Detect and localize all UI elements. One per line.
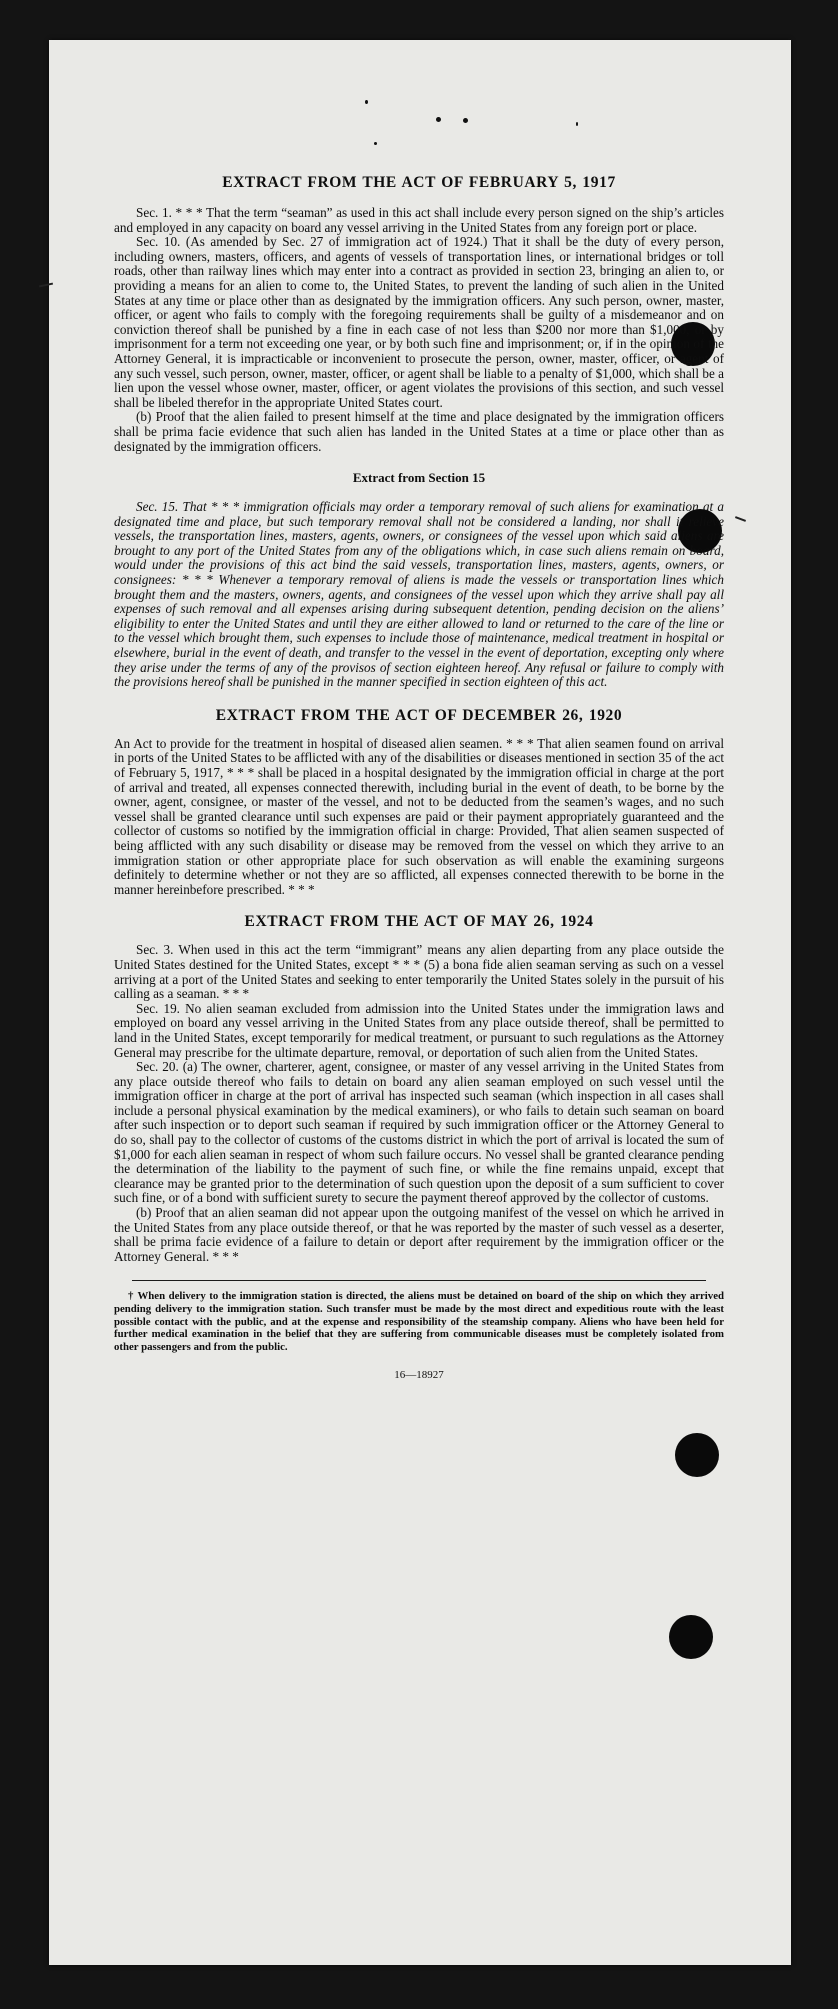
paragraph-act-1920: An Act to provide for the treatment in hospital of diseased alien seamen. * * * That alien seamen found on arrival in ports of the United States to be afflicted with any of the disabilities or diseases mentioned in section 35 of the act of February 5, 1917, * * * shall be placed in a hospital designated by the immigration official in charge at the port of arrival and treated, all expenses connected therewith, including burial in the event of death, to be borne by the owner, agent, consignee, or master of the vessel, and not to be deducted from the seamen’s wages, and no such vessel shall be granted clearance until such expenses are paid or their payment appropriately guaranteed and the collector of customs so notified by the immigration official in charge: Provided, That alien seamen suspected of being afflicted with any such disability or disease may be removed from the vessel on which they arrive to an immigration station or other appropriate place for such observation as will enable the examining surgeons definitely to determine whether or not they are so afflicted, all expenses connected therewith to be borne in the manner hereinbefore prescribed. * * * xyxy=(114,735,724,897)
ink-speck xyxy=(576,122,578,126)
heading-act-1917: EXTRACT FROM THE ACT OF FEBRUARY 5, 1917 xyxy=(222,174,616,191)
ink-speck xyxy=(436,117,441,122)
punch-hole xyxy=(675,1433,719,1477)
subheading-section-15: Extract from Section 15 xyxy=(352,470,486,486)
punch-hole xyxy=(669,1615,713,1659)
footnote-divider xyxy=(132,1280,706,1281)
paragraph-sec20b: (b) Proof that an alien seaman did not appear upon the outgoing manifest of the vessel on which he arrived in the United States from any place outside thereof, or that he was reported by the master of such vessel as a deserter, shall be prima facie evidence of a failure to detain or deport after requirement by the immigration officer or the Attorney General. * * * xyxy=(114,1205,724,1264)
form-number: 16—18927 xyxy=(394,1369,444,1382)
ink-speck xyxy=(463,118,468,123)
heading-act-1924: EXTRACT FROM THE ACT OF MAY 26, 1924 xyxy=(244,913,594,931)
paragraph-sec20a: Sec. 20. (a) The owner, charterer, agent, consignee, or master of any vessel arriving in the United States from any place outside thereof who fails to detain on board any alien seaman employed on such vessel until the immigration officer in charge at the port of arrival has inspected such seaman (which inspection in all cases shall include a personal physical examination by the medical examiners), or who fails to detain such seaman on board after such inspection or to deport such seaman if required by such immigration officer or the Attorney General to do so, shall pay to the collector of customs of the customs district in which the port of arrival is located the sum of $1,000 for each alien seaman in respect of whom such failure occurs. No vessel shall be granted clearance pending the determination of the liability to the payment of such fine, or while the fine remains unpaid, except that clearance may be granted prior to the determination of such question upon the deposit of a sum sufficient to cover such fine, or of a bond with sufficient surety to secure the payment thereof approved by the collector of customs. xyxy=(114,1059,724,1206)
paragraph-sec1: Sec. 1. * * * That the term “seaman” as used in this act shall include every person signed on the ship’s articles and employed in any capacity on board any vessel arriving in the United States from any foreign port or place. xyxy=(114,205,724,235)
ink-speck xyxy=(365,100,368,104)
document-body xyxy=(114,174,724,1381)
margin-mark xyxy=(39,283,53,288)
paragraph-sec3: Sec. 3. When used in this act the term “immigrant” means any alien departing from any place outside the United States destined for the United States, except * * * (5) a bona fide alien seaman serving as such on a vessel arriving at a port of the United States and seeking to enter temporarily the United States solely in the pursuit of his calling as a seaman. * * * xyxy=(114,942,724,1002)
paragraph-sec19: Sec. 19. No alien seaman excluded from admission into the United States under the immigration laws and employed on board any vessel arriving in the United States from any place outside thereof, shall be permitted to land in the United States, except temporarily for medical treatment, or pursuant to such regulations as the Attorney General may prescribe for the ultimate departure, removal, or deportation of such alien from the United States. xyxy=(114,1000,724,1060)
document-page xyxy=(49,40,791,1965)
heading-act-1920: EXTRACT FROM THE ACT OF DECEMBER 26, 1920 xyxy=(215,706,623,724)
paragraph-sec10b: (b) Proof that the alien failed to present himself at the time and place designated by the immigration officers shall be prima facie evidence that such alien has landed in the United States at a time or place other than as designated by the immigration officers. xyxy=(114,409,724,454)
footnote: † When delivery to the immigration station is directed, the aliens must be detained on board of the ship on which they arrived pending delivery to the immigration station. Such transfer must be made by the most direct and expeditious route with the least possible contact with the public, and at the expense and responsibility of the steamship company. Aliens who have been held for further medical examination in the belief that they are suffering from communicable diseases must be completely isolated from other passengers and from the public. xyxy=(114,1290,724,1353)
paragraph-sec15: Sec. 15. That * * * immigration officials may order a temporary removal of such aliens for examination at a designated time and place, but such temporary removal shall not be considered a landing, nor shall it relieve vessels, the transportation lines, masters, agents, owners, or consignees of the vessel upon which said aliens are brought to any port of the United States from any of the obligations which, in case such aliens remain on board, would under the provisions of this act bind the said vessels, transportation lines, masters, agents, owners, or consignees: * * * Whenever a temporary removal of aliens is made the vessels or transportation lines which brought them and the masters, owners, agents, and consignees of the vessel upon which they arrive shall pay all expenses of such removal and all expenses arising during subsequent detention, pending decision on the aliens’ eligibility to enter the United States and until they are either allowed to land or returned to the care of the line or to the vessel which brought them, such expenses to include those of maintenance, medical treatment in hospital or elsewhere, burial in the event of death, and transfer to the vessel in the event of deportation, excepting only where they arise under the terms of any of the provisos of section eighteen hereof. Any refusal or failure to comply with the provisions hereof shall be punished in the manner specified in section eighteen of this act. xyxy=(114,499,724,690)
ink-speck xyxy=(374,142,377,145)
paragraph-sec10: Sec. 10. (As amended by Sec. 27 of immigration act of 1924.) That it shall be the duty of every person, including owners, masters, officers, and agents of vessels of transportation lines, or international bridges or toll roads, other than railway lines which may enter into a contract as provided in section 23, bringing an alien to, or providing a means for an alien to come to, the United States, to prevent the landing of such alien in the United States at any time or place other than as designated by the immigration officers. Any such person, owner, master, officer, or agent who fails to comply with the foregoing requirements shall be guilty of a misdemeanor and on conviction thereof shall be punished by a fine in each case of not less than $200 nor more than $1,000, or by imprisonment for a term not exceeding one year, or by both such fine and imprisonment; or, if in the opinion of the Attorney General, it is impracticable or inconvenient to prosecute the person, owner, master, officer, or agent of any such vessel, such person, owner, master, officer, or agent shall be liable to a penalty of $1,000, which shall be a lien upon the vessel whose owner, master, officer, or agent violates the provisions of this section, and such vessel shall be libeled therefor in the appropriate United States court. xyxy=(114,234,724,410)
margin-mark xyxy=(735,516,746,522)
